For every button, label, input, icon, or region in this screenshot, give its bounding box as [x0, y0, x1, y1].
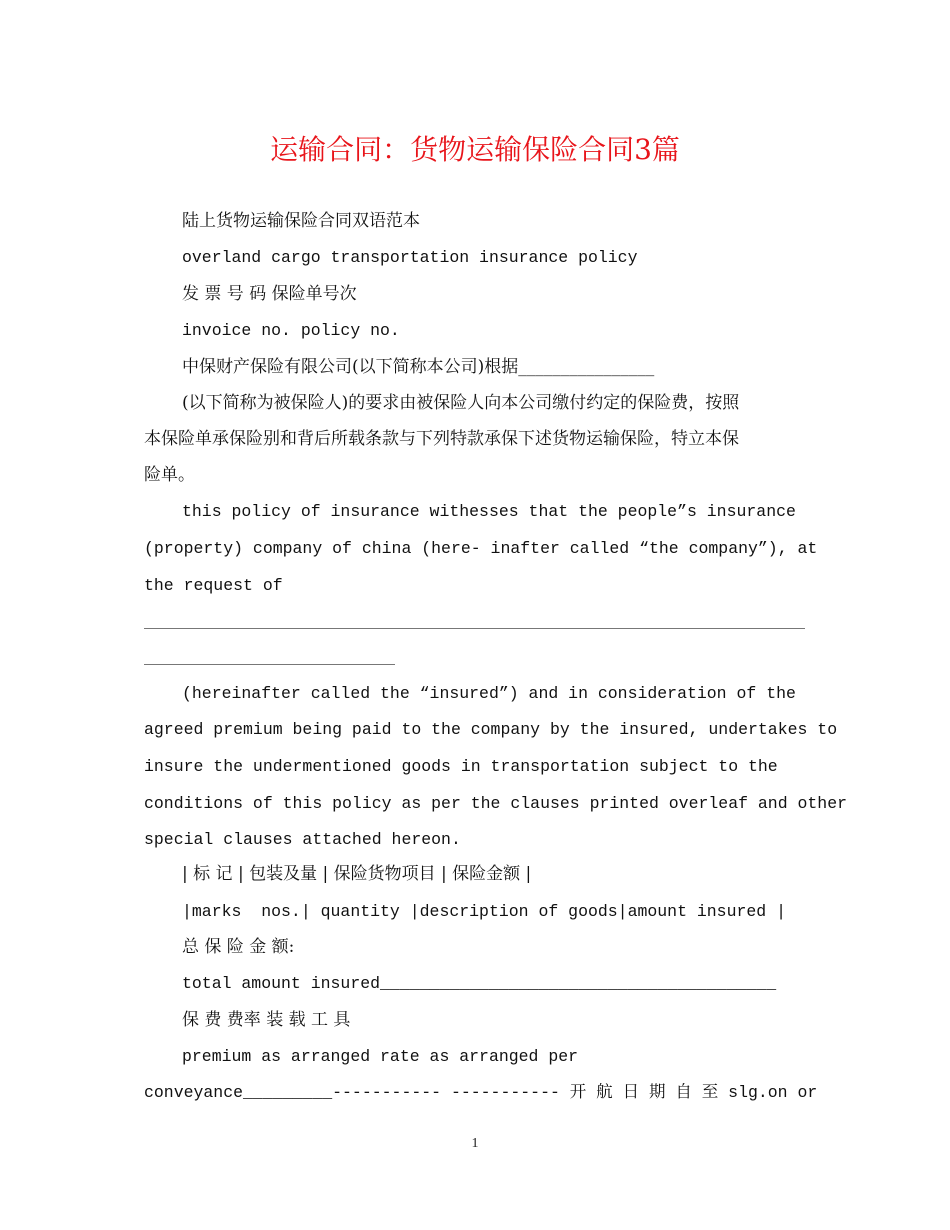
blank-underline	[144, 664, 395, 665]
paragraph-line: conditions of this policy as per the clauses printed overleaf and other	[144, 794, 848, 813]
table-header-cn: | 标 记 | 包装及量 | 保险货物项目 | 保险金额 |	[182, 864, 532, 884]
page-number: 1	[471, 1136, 479, 1151]
paragraph-line: this policy of insurance withesses that the people”s insurance	[182, 502, 796, 521]
paragraph-line: 陆上货物运输保险合同双语范本	[182, 211, 420, 231]
paragraph-line: (property) company of china (here- inafter called “the company”), at	[144, 539, 818, 558]
paragraph-line: insure the undermentioned goods in transportation subject to the	[144, 757, 778, 776]
paragraph-line: 保 费 费率 装 载 工 具	[182, 1010, 351, 1030]
table-header-en: |marks nos.| quantity |description of goods|amount insured |	[182, 902, 786, 921]
paragraph-line: agreed premium being paid to the company by the insured, undertakes to	[144, 720, 838, 739]
paragraph-line: 本保险单承保险别和背后所载条款与下列特款承保下述货物运输保险，特立本保	[144, 429, 739, 449]
paragraph-line: conveyance_________----------- ----------- 开 航 日 期 自 至 slg.on or	[144, 1083, 818, 1102]
paragraph-line: invoice no. policy no.	[182, 321, 400, 340]
paragraph-line: (以下简称为被保险人)的要求由被保险人向本公司缴付约定的保险费，按照	[182, 393, 740, 413]
paragraph-line: special clauses attached hereon.	[144, 830, 461, 849]
paragraph-line: (hereinafter called the “insured”) and in consideration of the	[182, 684, 796, 703]
paragraph-line: 总 保 险 金 额:	[182, 937, 295, 957]
paragraph-line: premium as arranged rate as arranged per	[182, 1047, 579, 1066]
paragraph-line: overland cargo transportation insurance policy	[182, 248, 638, 267]
paragraph-line: the request of	[144, 576, 283, 595]
paragraph-line: total amount insured________________________________________	[182, 974, 777, 993]
paragraph-line: 发 票 号 码 保险单号次	[182, 284, 357, 304]
document-title: 运输合同：货物运输保险合同3篇	[270, 133, 680, 166]
paragraph-line: 中保财产保险有限公司(以下简称本公司)根据________________	[182, 357, 655, 377]
blank-underline	[144, 628, 805, 629]
paragraph-line: 险单。	[144, 465, 195, 485]
